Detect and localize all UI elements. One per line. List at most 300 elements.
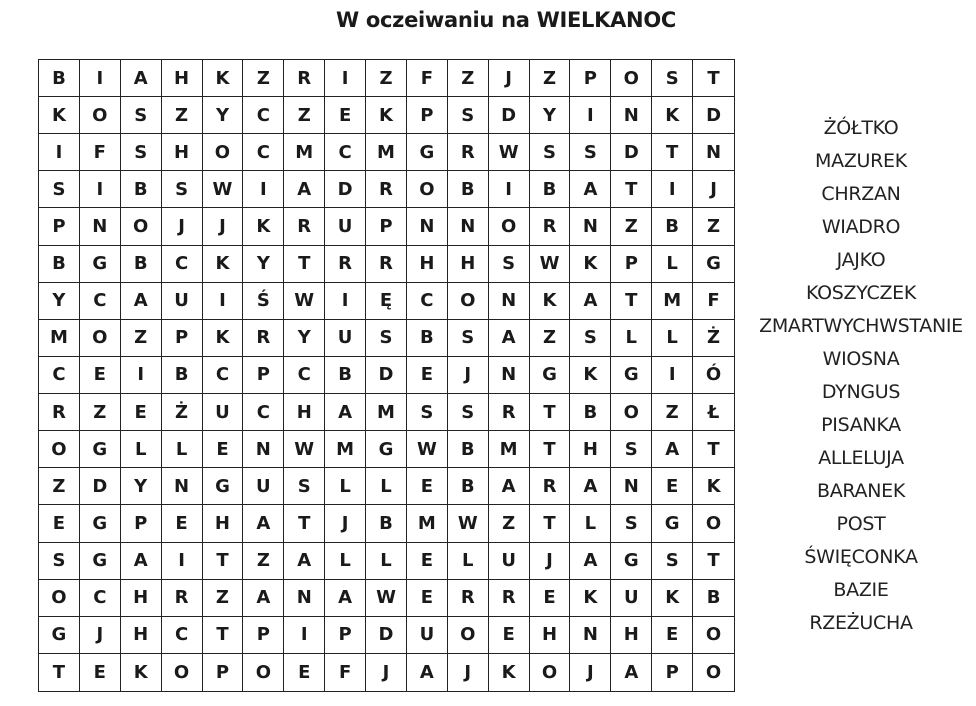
- grid-cell[interactable]: C: [325, 134, 366, 171]
- grid-cell[interactable]: Z: [611, 208, 652, 245]
- grid-cell[interactable]: C: [243, 134, 284, 171]
- grid-cell[interactable]: D: [366, 617, 407, 654]
- grid-cell[interactable]: R: [243, 320, 284, 357]
- grid-cell[interactable]: J: [693, 171, 734, 208]
- grid-cell[interactable]: B: [39, 60, 80, 97]
- grid-cell[interactable]: H: [203, 505, 244, 542]
- grid-cell[interactable]: E: [121, 394, 162, 431]
- grid-cell[interactable]: D: [325, 171, 366, 208]
- grid-cell[interactable]: N: [693, 134, 734, 171]
- grid-cell[interactable]: S: [448, 97, 489, 134]
- grid-cell[interactable]: U: [243, 468, 284, 505]
- grid-cell[interactable]: H: [284, 394, 325, 431]
- grid-cell[interactable]: O: [530, 654, 571, 691]
- grid-cell[interactable]: T: [611, 283, 652, 320]
- grid-cell[interactable]: S: [448, 320, 489, 357]
- grid-cell[interactable]: I: [489, 171, 530, 208]
- grid-cell[interactable]: A: [243, 580, 284, 617]
- grid-cell[interactable]: Z: [366, 60, 407, 97]
- grid-cell[interactable]: L: [121, 431, 162, 468]
- grid-cell[interactable]: I: [570, 97, 611, 134]
- grid-cell[interactable]: N: [162, 468, 203, 505]
- grid-cell[interactable]: T: [39, 654, 80, 691]
- grid-cell[interactable]: T: [284, 505, 325, 542]
- grid-cell[interactable]: F: [693, 283, 734, 320]
- grid-cell[interactable]: S: [489, 246, 530, 283]
- grid-cell[interactable]: Y: [284, 320, 325, 357]
- grid-cell[interactable]: E: [284, 654, 325, 691]
- grid-cell[interactable]: I: [39, 134, 80, 171]
- grid-cell[interactable]: T: [284, 246, 325, 283]
- grid-cell[interactable]: O: [611, 394, 652, 431]
- grid-cell[interactable]: P: [243, 357, 284, 394]
- grid-cell[interactable]: L: [325, 543, 366, 580]
- grid-cell[interactable]: C: [407, 283, 448, 320]
- grid-cell[interactable]: B: [162, 357, 203, 394]
- grid-cell[interactable]: R: [39, 394, 80, 431]
- grid-cell[interactable]: O: [39, 431, 80, 468]
- grid-cell[interactable]: O: [693, 617, 734, 654]
- grid-cell[interactable]: S: [570, 134, 611, 171]
- grid-cell[interactable]: A: [611, 654, 652, 691]
- grid-cell[interactable]: E: [162, 505, 203, 542]
- grid-cell[interactable]: M: [39, 320, 80, 357]
- grid-cell[interactable]: Z: [448, 60, 489, 97]
- grid-cell[interactable]: I: [652, 357, 693, 394]
- grid-cell[interactable]: H: [448, 246, 489, 283]
- grid-cell[interactable]: G: [611, 357, 652, 394]
- grid-cell[interactable]: K: [203, 246, 244, 283]
- grid-cell[interactable]: A: [407, 654, 448, 691]
- grid-cell[interactable]: E: [80, 357, 121, 394]
- grid-cell[interactable]: O: [162, 654, 203, 691]
- grid-cell[interactable]: B: [121, 246, 162, 283]
- grid-cell[interactable]: B: [652, 208, 693, 245]
- grid-cell[interactable]: Ś: [243, 283, 284, 320]
- grid-cell[interactable]: B: [530, 171, 571, 208]
- grid-cell[interactable]: Ł: [693, 394, 734, 431]
- grid-cell[interactable]: S: [611, 505, 652, 542]
- grid-cell[interactable]: T: [693, 543, 734, 580]
- grid-cell[interactable]: J: [448, 654, 489, 691]
- grid-cell[interactable]: C: [243, 97, 284, 134]
- grid-cell[interactable]: S: [652, 543, 693, 580]
- grid-cell[interactable]: O: [705, 661, 722, 683]
- grid-cell[interactable]: U: [489, 543, 530, 580]
- grid-cell[interactable]: D: [366, 357, 407, 394]
- grid-cell[interactable]: N: [489, 357, 530, 394]
- grid-cell[interactable]: A: [121, 543, 162, 580]
- grid-cell[interactable]: M: [366, 394, 407, 431]
- grid-cell[interactable]: O: [80, 320, 121, 357]
- grid-cell[interactable]: Ę: [366, 283, 407, 320]
- grid-cell[interactable]: I: [325, 283, 366, 320]
- grid-cell[interactable]: T: [693, 60, 734, 97]
- grid-cell[interactable]: N: [243, 431, 284, 468]
- grid-cell[interactable]: Y: [203, 97, 244, 134]
- grid-cell[interactable]: J: [489, 60, 530, 97]
- grid-cell[interactable]: O: [448, 617, 489, 654]
- grid-cell[interactable]: O: [80, 97, 121, 134]
- grid-cell[interactable]: T: [203, 617, 244, 654]
- grid-cell[interactable]: B: [570, 394, 611, 431]
- grid-cell[interactable]: P: [162, 320, 203, 357]
- grid-cell[interactable]: Z: [243, 543, 284, 580]
- grid-cell[interactable]: W: [448, 505, 489, 542]
- grid-cell[interactable]: M: [325, 431, 366, 468]
- grid-cell[interactable]: I: [243, 171, 284, 208]
- grid-cell[interactable]: B: [39, 246, 80, 283]
- grid-cell[interactable]: E: [489, 617, 530, 654]
- grid-cell[interactable]: C: [80, 580, 121, 617]
- grid-cell[interactable]: T: [530, 431, 571, 468]
- grid-cell[interactable]: E: [203, 431, 244, 468]
- grid-cell[interactable]: J: [366, 654, 407, 691]
- grid-cell[interactable]: R: [489, 394, 530, 431]
- grid-cell[interactable]: P: [243, 617, 284, 654]
- grid-cell[interactable]: G: [203, 468, 244, 505]
- grid-cell[interactable]: A: [243, 505, 284, 542]
- grid-cell[interactable]: K: [366, 97, 407, 134]
- grid-cell[interactable]: B: [407, 320, 448, 357]
- grid-cell[interactable]: G: [80, 246, 121, 283]
- grid-cell[interactable]: E: [407, 468, 448, 505]
- grid-cell[interactable]: N: [611, 97, 652, 134]
- grid-cell[interactable]: C: [162, 617, 203, 654]
- grid-cell[interactable]: U: [325, 320, 366, 357]
- grid-cell[interactable]: I: [162, 543, 203, 580]
- grid-cell[interactable]: C: [284, 357, 325, 394]
- grid-cell[interactable]: B: [693, 580, 734, 617]
- grid-cell[interactable]: Z: [203, 580, 244, 617]
- grid-cell[interactable]: K: [652, 97, 693, 134]
- grid-cell[interactable]: W: [284, 283, 325, 320]
- grid-cell[interactable]: B: [448, 171, 489, 208]
- grid-cell[interactable]: C: [243, 394, 284, 431]
- grid-cell[interactable]: T: [693, 431, 734, 468]
- grid-cell[interactable]: D: [80, 468, 121, 505]
- grid-cell[interactable]: I: [652, 171, 693, 208]
- grid-cell[interactable]: J: [325, 505, 366, 542]
- grid-cell[interactable]: O: [203, 134, 244, 171]
- grid-cell[interactable]: F: [80, 134, 121, 171]
- grid-cell[interactable]: A: [652, 431, 693, 468]
- grid-cell[interactable]: S: [366, 320, 407, 357]
- word-list-item: KOSZYCZEK: [805, 282, 917, 304]
- grid-cell[interactable]: N: [570, 617, 611, 654]
- grid-cell[interactable]: H: [121, 617, 162, 654]
- grid-cell[interactable]: S: [407, 394, 448, 431]
- grid-cell[interactable]: U: [203, 394, 244, 431]
- grid-cell[interactable]: Y: [121, 468, 162, 505]
- grid-cell[interactable]: P: [407, 97, 448, 134]
- grid-cell[interactable]: C: [162, 246, 203, 283]
- grid-cell[interactable]: E: [39, 505, 80, 542]
- grid-cell[interactable]: R: [284, 208, 325, 245]
- grid-cell[interactable]: M: [652, 283, 693, 320]
- grid-cell[interactable]: S: [448, 394, 489, 431]
- grid-cell[interactable]: I: [325, 60, 366, 97]
- grid-cell[interactable]: S: [39, 543, 80, 580]
- grid-cell[interactable]: H: [570, 431, 611, 468]
- grid-cell[interactable]: K: [570, 357, 611, 394]
- grid-cell[interactable]: B: [448, 468, 489, 505]
- page-title: W oczeiwaniu na WIELKANOC: [336, 8, 676, 32]
- grid-cell[interactable]: W: [489, 134, 530, 171]
- grid-cell[interactable]: L: [611, 320, 652, 357]
- grid-cell[interactable]: U: [611, 580, 652, 617]
- grid-cell[interactable]: Y: [39, 283, 80, 320]
- grid-cell[interactable]: G: [407, 134, 448, 171]
- grid-cell[interactable]: L: [448, 543, 489, 580]
- grid-cell[interactable]: I: [284, 617, 325, 654]
- grid-cell[interactable]: S: [652, 60, 693, 97]
- grid-cell[interactable]: T: [203, 543, 244, 580]
- grid-cell[interactable]: O: [448, 283, 489, 320]
- grid-cell[interactable]: I: [121, 357, 162, 394]
- grid-cell[interactable]: B: [121, 171, 162, 208]
- grid-cell[interactable]: S: [611, 431, 652, 468]
- grid-cell[interactable]: L: [652, 246, 693, 283]
- grid-cell[interactable]: A: [489, 320, 530, 357]
- word-list-item: DYNGUS: [821, 381, 901, 403]
- word-list-item: BAZIE: [833, 579, 889, 601]
- grid-cell[interactable]: R: [530, 468, 571, 505]
- grid-cell[interactable]: A: [570, 543, 611, 580]
- grid-cell[interactable]: L: [570, 505, 611, 542]
- grid-cell[interactable]: G: [80, 505, 121, 542]
- grid-cell[interactable]: E: [652, 617, 693, 654]
- grid-cell[interactable]: H: [162, 60, 203, 97]
- grid-cell[interactable]: Z: [284, 97, 325, 134]
- grid-cell[interactable]: G: [693, 246, 734, 283]
- grid-cell[interactable]: W: [366, 580, 407, 617]
- grid-cell[interactable]: J: [162, 208, 203, 245]
- grid-cell[interactable]: R: [284, 60, 325, 97]
- grid-cell[interactable]: U: [162, 283, 203, 320]
- grid-cell[interactable]: O: [243, 654, 284, 691]
- grid-cell[interactable]: G: [80, 543, 121, 580]
- grid-cell[interactable]: S: [162, 171, 203, 208]
- grid-cell[interactable]: Z: [39, 468, 80, 505]
- grid-cell[interactable]: S: [121, 134, 162, 171]
- grid-cell[interactable]: O: [693, 505, 734, 542]
- grid-cell[interactable]: Z: [530, 60, 571, 97]
- grid-cell[interactable]: L: [652, 320, 693, 357]
- grid-cell[interactable]: C: [203, 357, 244, 394]
- grid-cell[interactable]: P: [203, 654, 244, 691]
- grid-cell[interactable]: Ó: [693, 357, 734, 394]
- grid-cell[interactable]: A: [325, 580, 366, 617]
- grid-cell[interactable]: A: [570, 283, 611, 320]
- grid-cell[interactable]: G: [530, 357, 571, 394]
- grid-cell[interactable]: R: [489, 580, 530, 617]
- grid-cell[interactable]: Z: [162, 97, 203, 134]
- grid-cell[interactable]: D: [489, 97, 530, 134]
- word-list-item: CHRZAN: [821, 183, 901, 205]
- grid-cell[interactable]: S: [284, 468, 325, 505]
- grid-cell[interactable]: R: [366, 171, 407, 208]
- grid-cell[interactable]: W: [530, 246, 571, 283]
- grid-cell[interactable]: G: [80, 431, 121, 468]
- grid-cell[interactable]: G: [652, 505, 693, 542]
- grid-cell[interactable]: D: [693, 97, 734, 134]
- grid-cell[interactable]: N: [611, 468, 652, 505]
- grid-cell[interactable]: A: [325, 394, 366, 431]
- grid-cell[interactable]: N: [570, 208, 611, 245]
- grid-cell[interactable]: H: [407, 246, 448, 283]
- grid-cell[interactable]: S: [530, 134, 571, 171]
- grid-cell[interactable]: Z: [489, 505, 530, 542]
- grid-cell[interactable]: E: [80, 654, 121, 691]
- grid-cell[interactable]: E: [652, 468, 693, 505]
- word-list-item: MAZUREK: [815, 150, 907, 172]
- grid-cell[interactable]: E: [407, 357, 448, 394]
- grid-cell[interactable]: N: [448, 208, 489, 245]
- grid-cell[interactable]: M: [489, 431, 530, 468]
- grid-cell[interactable]: Z: [243, 60, 284, 97]
- grid-cell[interactable]: H: [162, 134, 203, 171]
- grid-cell[interactable]: S: [39, 171, 80, 208]
- grid-cell[interactable]: K: [39, 97, 80, 134]
- grid-cell[interactable]: L: [366, 468, 407, 505]
- grid-cell[interactable]: P: [652, 654, 693, 691]
- grid-cell[interactable]: L: [366, 543, 407, 580]
- grid-cell[interactable]: S: [121, 97, 162, 134]
- word-list-item: JAJKO: [836, 249, 886, 271]
- grid-cell[interactable]: A: [121, 283, 162, 320]
- grid-cell[interactable]: A: [121, 60, 162, 97]
- word-list-item: WIOSNA: [822, 348, 900, 370]
- grid-cell[interactable]: M: [284, 134, 325, 171]
- grid-cell[interactable]: P: [39, 208, 80, 245]
- grid-cell[interactable]: H: [530, 617, 571, 654]
- grid-cell[interactable]: Ż: [162, 394, 203, 431]
- grid-cell[interactable]: R: [530, 208, 571, 245]
- grid-cell[interactable]: U: [325, 208, 366, 245]
- grid-cell[interactable]: T: [652, 134, 693, 171]
- grid-cell[interactable]: K: [570, 246, 611, 283]
- grid-cell[interactable]: T: [611, 171, 652, 208]
- grid-cell[interactable]: L: [325, 468, 366, 505]
- grid-cell[interactable]: H: [121, 580, 162, 617]
- grid-cell[interactable]: D: [611, 134, 652, 171]
- grid-cell[interactable]: R: [162, 580, 203, 617]
- grid-cell[interactable]: K: [693, 468, 734, 505]
- grid-cell[interactable]: P: [325, 617, 366, 654]
- grid-cell[interactable]: K: [570, 580, 611, 617]
- grid-cell[interactable]: Y: [530, 97, 571, 134]
- grid-cell[interactable]: K: [652, 580, 693, 617]
- grid-cell[interactable]: M: [366, 134, 407, 171]
- grid-cell[interactable]: O: [39, 580, 80, 617]
- word-list-item: ŻÓŁTKO: [823, 117, 899, 139]
- grid-cell[interactable]: A: [489, 468, 530, 505]
- grid-cell[interactable]: E: [407, 580, 448, 617]
- grid-cell[interactable]: F: [325, 654, 366, 691]
- grid-cell[interactable]: K: [203, 320, 244, 357]
- grid-cell[interactable]: P: [570, 60, 611, 97]
- grid-cell[interactable]: J: [80, 617, 121, 654]
- grid-cell[interactable]: B: [448, 431, 489, 468]
- grid-cell[interactable]: R: [448, 134, 489, 171]
- grid-cell[interactable]: Z: [121, 320, 162, 357]
- grid-cell[interactable]: W: [284, 431, 325, 468]
- grid-cell[interactable]: I: [80, 171, 121, 208]
- grid-cell[interactable]: J: [448, 357, 489, 394]
- grid-cell[interactable]: N: [80, 208, 121, 245]
- grid-cell[interactable]: S: [570, 320, 611, 357]
- grid-cell[interactable]: K: [489, 654, 530, 691]
- grid-cell[interactable]: B: [366, 505, 407, 542]
- grid-cell[interactable]: R: [325, 246, 366, 283]
- grid-cell[interactable]: A: [570, 171, 611, 208]
- grid-cell[interactable]: G: [611, 543, 652, 580]
- grid-cell[interactable]: I: [203, 283, 244, 320]
- grid-cell[interactable]: M: [407, 505, 448, 542]
- grid-cell[interactable]: E: [530, 580, 571, 617]
- grid-cell[interactable]: J: [530, 543, 571, 580]
- grid-cell[interactable]: N: [284, 580, 325, 617]
- grid-cell[interactable]: J: [203, 208, 244, 245]
- grid-cell[interactable]: Z: [80, 394, 121, 431]
- grid-cell[interactable]: J: [570, 654, 611, 691]
- grid-cell[interactable]: Ż: [693, 320, 734, 357]
- grid-cell[interactable]: Y: [243, 246, 284, 283]
- grid-cell[interactable]: R: [366, 246, 407, 283]
- grid-cell[interactable]: T: [530, 505, 571, 542]
- grid-cell[interactable]: C: [39, 357, 80, 394]
- grid-cell[interactable]: O: [407, 171, 448, 208]
- grid-cell[interactable]: K: [203, 60, 244, 97]
- grid-cell[interactable]: P: [366, 208, 407, 245]
- grid-cell[interactable]: H: [611, 617, 652, 654]
- grid-cell[interactable]: T: [530, 394, 571, 431]
- grid-cell[interactable]: B: [325, 357, 366, 394]
- grid-cell[interactable]: O: [489, 208, 530, 245]
- grid-cell[interactable]: O: [121, 208, 162, 245]
- grid-cell[interactable]: R: [448, 580, 489, 617]
- grid-cell[interactable]: Z: [652, 394, 693, 431]
- grid-cell[interactable]: F: [407, 60, 448, 97]
- word-list-item: PISANKA: [821, 414, 901, 436]
- grid-cell[interactable]: E: [325, 97, 366, 134]
- grid-cell[interactable]: U: [407, 617, 448, 654]
- grid-cell[interactable]: C: [80, 283, 121, 320]
- grid-cell[interactable]: Z: [693, 208, 734, 245]
- grid-cell[interactable]: N: [489, 283, 530, 320]
- word-list-item: WIADRO: [821, 216, 901, 238]
- grid-cell[interactable]: A: [284, 171, 325, 208]
- grid-cell[interactable]: L: [162, 431, 203, 468]
- grid-cell[interactable]: W: [203, 171, 244, 208]
- grid-cell[interactable]: A: [284, 543, 325, 580]
- grid-cell[interactable]: E: [407, 543, 448, 580]
- grid-cell[interactable]: K: [243, 208, 284, 245]
- grid-cell[interactable]: Z: [530, 320, 571, 357]
- grid-cell[interactable]: K: [121, 654, 162, 691]
- grid-cell[interactable]: N: [407, 208, 448, 245]
- grid-cell[interactable]: K: [530, 283, 571, 320]
- grid-cell[interactable]: P: [121, 505, 162, 542]
- grid-cell[interactable]: O: [611, 60, 652, 97]
- grid-cell[interactable]: I: [80, 60, 121, 97]
- grid-cell[interactable]: G: [366, 431, 407, 468]
- grid-cell[interactable]: W: [407, 431, 448, 468]
- grid-cell[interactable]: G: [39, 617, 80, 654]
- grid-cell[interactable]: P: [611, 246, 652, 283]
- grid-cell[interactable]: A: [570, 468, 611, 505]
